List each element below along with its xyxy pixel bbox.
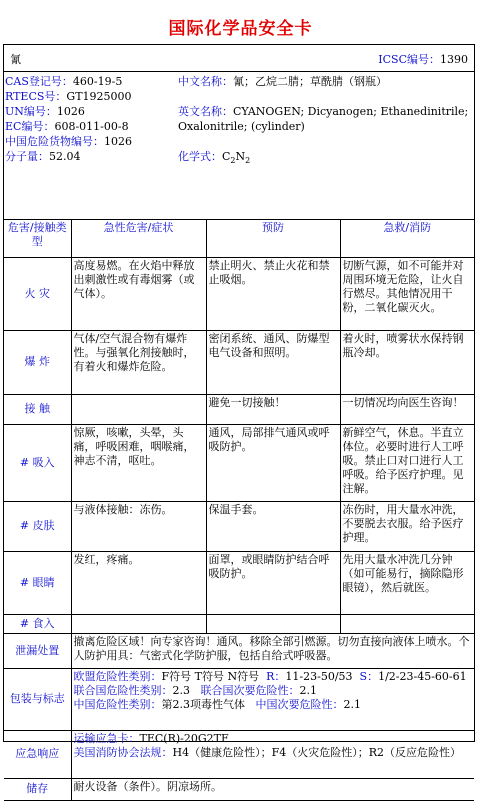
eu-class-label: 欧盟危险性类别： bbox=[73, 669, 162, 683]
row-prevention bbox=[206, 614, 340, 633]
mw-label: 分子量： bbox=[5, 150, 49, 163]
formula-line bbox=[178, 149, 470, 168]
cn-name-label: 中文名称： bbox=[178, 75, 233, 88]
un-line bbox=[5, 104, 132, 119]
header-hazard: 急性危害/症状 bbox=[71, 220, 206, 257]
cn-name-line bbox=[178, 74, 470, 89]
row-firstaid bbox=[340, 614, 474, 633]
nfpa-value: H4（健康危险性）；F4（火灾危险性）；R2（反应危险性） bbox=[172, 745, 462, 759]
hazard-table bbox=[4, 220, 474, 801]
name-row bbox=[4, 45, 474, 72]
cn-sub-value: 2.1 bbox=[343, 697, 361, 711]
eu-class-value: F符号 T符号 N符号 bbox=[161, 669, 260, 683]
s-value: 1/2-23-45-60-61 bbox=[378, 669, 467, 683]
spill-label: 泄漏处置 bbox=[4, 633, 71, 668]
un-label: UN编号： bbox=[5, 105, 57, 118]
r-label: R： bbox=[266, 669, 286, 683]
row-hazard: 与液体接触：冻伤。 bbox=[71, 501, 206, 551]
emergency-row bbox=[4, 730, 474, 778]
rtecs-label: RTECS号： bbox=[5, 90, 67, 103]
un-class-label: 联合国危险性类别： bbox=[73, 683, 173, 697]
transport-line bbox=[74, 732, 473, 746]
row-prevention: 通风，局部排气通风或呼吸防护。 bbox=[206, 424, 340, 501]
header-prevention: 预防 bbox=[206, 220, 340, 257]
nfpa-label: 美国消防协会法规： bbox=[73, 745, 173, 759]
packaging-content bbox=[71, 668, 474, 730]
en-name-line bbox=[178, 104, 470, 134]
cn-class-line bbox=[74, 698, 473, 712]
formula-n-sub: 2 bbox=[245, 156, 251, 165]
emergency-content bbox=[71, 730, 474, 778]
icsc-label: ICSC编号： bbox=[378, 53, 440, 66]
un-sub-value: 2.1 bbox=[299, 683, 317, 697]
row-category: # 吸入 bbox=[4, 424, 71, 501]
storage-row bbox=[4, 778, 474, 800]
formula-c: C bbox=[222, 150, 231, 163]
storage-label: 储存 bbox=[4, 778, 71, 800]
card-body bbox=[3, 44, 475, 795]
row-firstaid: 着火时，喷雾状水保持钢瓶冷却。 bbox=[340, 330, 474, 394]
cas-value: 460-19-5 bbox=[72, 75, 123, 88]
spill-text: 撤离危险区域！向专家咨询！通风。移除全部引燃源。切勿直接向液体上喷水。个人防护用具：气密式化学防护服，包括自给式呼吸器。 bbox=[71, 633, 474, 668]
formula-n: N bbox=[235, 150, 246, 163]
row-prevention: 密闭系统、通风、防爆型电气设备和照明。 bbox=[206, 330, 340, 394]
cn-sub-label: 中国次要危险性： bbox=[255, 697, 344, 711]
emergency-label: 应急响应 bbox=[4, 730, 71, 778]
icsc-value: 1390 bbox=[440, 53, 468, 66]
table-row bbox=[4, 424, 474, 501]
cas-label: CAS登记号： bbox=[5, 75, 73, 88]
cn-number-line bbox=[5, 134, 132, 149]
cn-number-value: 1026 bbox=[104, 135, 132, 148]
identifiers-section bbox=[4, 72, 474, 220]
un-value: 1026 bbox=[56, 105, 85, 118]
row-firstaid: 冻伤时，用大量水冲洗，不要脱去衣服。给予医疗护理。 bbox=[340, 501, 474, 551]
table-row bbox=[4, 614, 474, 633]
mw-value: 52.04 bbox=[49, 150, 81, 163]
row-firstaid: 新鲜空气，休息。半直立体位。必要时进行人工呼吸。禁止口对口进行人工呼吸。给予医疗护理。见注解。 bbox=[340, 424, 474, 501]
row-hazard: 发红，疼痛。 bbox=[71, 551, 206, 614]
row-prevention: 保温手套。 bbox=[206, 501, 340, 551]
cn-class-label: 中国危险性类别： bbox=[73, 697, 162, 711]
row-category: 接 触 bbox=[4, 394, 71, 424]
formula-label: 化学式： bbox=[178, 150, 222, 163]
table-row bbox=[4, 501, 474, 551]
row-hazard bbox=[71, 614, 206, 633]
row-category: # 眼睛 bbox=[4, 551, 71, 614]
spill-row bbox=[4, 633, 474, 668]
formula-c-sub: 2 bbox=[230, 156, 236, 165]
row-prevention: 禁止明火、禁止火花和禁止吸烟。 bbox=[206, 257, 340, 330]
identifiers-left bbox=[5, 74, 132, 164]
chemical-name: 氰 bbox=[10, 53, 21, 66]
row-prevention: 面罩，或眼睛防护结合呼吸防护。 bbox=[206, 551, 340, 614]
ec-label: EC编号： bbox=[5, 120, 55, 133]
icsc-number bbox=[378, 51, 468, 67]
row-hazard: 高度易燃。在火焰中释放出刺激性或有毒烟雾（或气体）。 bbox=[71, 257, 206, 330]
identifiers-right bbox=[178, 74, 470, 168]
transport-label: 运输应急卡： bbox=[73, 731, 140, 745]
un-sub-label: 联合国次要危险性： bbox=[200, 683, 300, 697]
rtecs-value: GT1925000 bbox=[66, 90, 132, 103]
un-class-value: 2.3 bbox=[172, 683, 190, 697]
un-class-line bbox=[74, 684, 473, 698]
ec-line bbox=[5, 119, 132, 134]
row-category: # 食入 bbox=[4, 614, 71, 633]
header-category: 危害/接触类型 bbox=[4, 220, 71, 257]
ec-value: 608-011-00-8 bbox=[54, 120, 129, 133]
header-firstaid: 急救/消防 bbox=[340, 220, 474, 257]
row-hazard: 气体/空气混合物有爆炸性。与强氧化剂接触时，有着火和爆炸危险。 bbox=[71, 330, 206, 394]
r-value: 11-23-50/53 bbox=[285, 669, 353, 683]
transport-value: TEC(R)-20G2TF bbox=[139, 731, 229, 745]
row-firstaid: 先用大量水冲洗几分钟（如可能易行，摘除隐形眼镜），然后就医。 bbox=[340, 551, 474, 614]
en-name-label: 英文名称： bbox=[178, 105, 233, 118]
storage-text: 耐火设备（条件）。阴凉场所。 bbox=[71, 778, 474, 800]
card-title: 国际化学品安全卡 bbox=[168, 19, 313, 39]
row-category: # 皮肤 bbox=[4, 501, 71, 551]
row-category: 火 灾 bbox=[4, 257, 71, 330]
table-row bbox=[4, 394, 474, 424]
row-firstaid: 切断气源，如不可能并对周围环境无危险，让火自行燃尽。其他情况用干粉，二氧化碳灭火。 bbox=[340, 257, 474, 330]
row-hazard: 惊厥，咳嗽，头晕，头痛，呼吸困难，咽喉痛，神志不清，呕吐。 bbox=[71, 424, 206, 501]
rtecs-line bbox=[5, 89, 132, 104]
row-firstaid: 一切情况均向医生咨询！ bbox=[340, 394, 474, 424]
cn-class-value: 第2.3项毒性气体 bbox=[161, 697, 245, 711]
packaging-row bbox=[4, 668, 474, 730]
cas-line bbox=[5, 74, 132, 89]
cn-number-label: 中国危险货物编号： bbox=[5, 135, 104, 148]
eu-class-line bbox=[74, 670, 473, 684]
table-row bbox=[4, 257, 474, 330]
row-category: 爆 炸 bbox=[4, 330, 71, 394]
cn-name-value: 氰；乙烷二腈；草酰腈（钢瓶） bbox=[233, 75, 387, 88]
row-hazard bbox=[71, 394, 206, 424]
table-row bbox=[4, 551, 474, 614]
packaging-label: 包装与标志 bbox=[4, 668, 71, 730]
table-row bbox=[4, 330, 474, 394]
mw-line bbox=[5, 149, 132, 164]
table-header bbox=[4, 220, 474, 257]
s-label: S： bbox=[359, 669, 379, 683]
row-prevention: 避免一切接触！ bbox=[206, 394, 340, 424]
en-name-value: CYANOGEN; Dicyanogen; Ethanedinitrile; Oxalonitrile; (cylinder) bbox=[178, 105, 469, 133]
